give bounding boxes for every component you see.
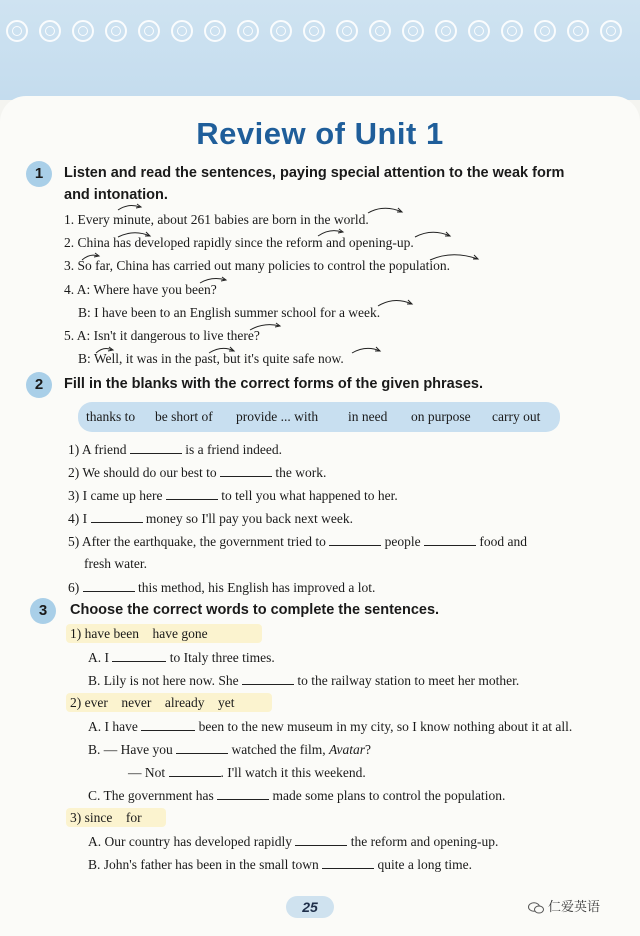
s2-item-2-text-a: 2) We should do our best to (68, 465, 217, 480)
s2-item-1 (68, 440, 282, 459)
section-1-number: 1 (26, 161, 52, 187)
arrow-fall (430, 255, 478, 260)
arrow-rise (82, 255, 98, 260)
blank[interactable] (112, 648, 166, 662)
text: — Not (128, 765, 166, 780)
blank[interactable] (169, 763, 221, 777)
blank[interactable] (83, 578, 135, 592)
s3-g3-item-b (88, 855, 472, 874)
s2-item-5-text-a: 5) After the earthquake, the government tried to (68, 534, 326, 549)
film-title: Avatar (328, 742, 365, 757)
s1-line-3: 3. So far, China has carried out many policies to control the population. (64, 258, 450, 273)
blank[interactable] (295, 832, 347, 846)
text: ? (364, 742, 371, 757)
intonation-arrows (0, 0, 640, 380)
text: A. I have (88, 719, 138, 734)
arrow-fall (378, 300, 412, 306)
blank[interactable] (91, 509, 143, 523)
s3-g3-item-a (88, 832, 498, 851)
s3-group-1-label: 1) have been have gone (70, 626, 208, 641)
s1-line-4: 4. A: Where have you been? (64, 282, 217, 297)
text: been to the new museum in my city, so I know nothing about it at all. (198, 719, 573, 734)
s2-item-3 (68, 486, 398, 505)
blank[interactable] (130, 440, 182, 454)
phrase-box (78, 402, 560, 432)
text: quite a long time. (377, 857, 472, 872)
phrase-4: in need (348, 409, 388, 424)
s2-item-6-text-a: 6) (68, 580, 80, 595)
s1-line-2: 2. China has developed rapidly since the reform and opening-up. (64, 235, 414, 250)
s2-item-4-text-b: money so I'll pay you back next week. (145, 511, 354, 526)
phrase-5: on purpose (411, 409, 471, 424)
text: watched the film, (231, 742, 326, 757)
section-3-heading: Choose the correct words to complete the sentences. (70, 602, 440, 618)
s2-item-5-text-c: food and (479, 534, 528, 549)
arrow-fall (415, 232, 450, 237)
text: made some plans to control the population. (272, 788, 506, 803)
blank[interactable] (176, 740, 228, 754)
blank[interactable] (141, 717, 195, 731)
section-3-number: 3 (30, 598, 56, 624)
s3-g2-item-c (88, 786, 505, 805)
section-1-heading-line1: Listen and read the sentences, paying special attention to the weak form (64, 165, 565, 181)
watermark (528, 896, 600, 915)
s2-item-3-text-b: to tell you what happened to her. (221, 488, 398, 503)
s2-item-5-text-b: people (384, 534, 421, 549)
s1-line-6: 5. A: Isn't it dangerous to live there? (64, 328, 260, 343)
arrow-fall (368, 208, 402, 213)
s3-g2-item-b-reply (128, 763, 366, 782)
watermark-text: 仁爱英语 (548, 900, 601, 915)
s2-item-6 (68, 578, 375, 597)
blank[interactable] (217, 786, 269, 800)
phrase-6: carry out (492, 409, 541, 424)
s2-item-4 (68, 509, 353, 528)
text: B. Lily is not here now. She (88, 673, 239, 688)
phrase-2: be short of (155, 409, 213, 424)
s3-g1-item-b (88, 671, 519, 690)
s2-item-5-cont: fresh water. (84, 556, 147, 571)
s1-line-7: B: Well, it was in the past, but it's quite safe now. (78, 351, 344, 366)
s2-item-3-text-a: 3) I came up here (68, 488, 163, 503)
blank[interactable] (166, 486, 218, 500)
s2-item-1-text-b: is a friend indeed. (185, 442, 282, 457)
chat-bubbles-icon (528, 902, 544, 914)
s2-item-5 (68, 532, 527, 551)
s1-line-1: 1. Every minute, about 261 babies are born in the world. (64, 212, 369, 227)
blank[interactable] (242, 671, 294, 685)
s3-group-3-label: 3) since for (70, 810, 142, 825)
s2-item-6-text-b: this method, his English has improved a lot. (138, 580, 376, 595)
blank[interactable] (322, 855, 374, 869)
section-1-heading-line2: and intonation. (64, 187, 168, 203)
text: B. — Have you (88, 742, 173, 757)
s3-g1-item-a (88, 648, 275, 667)
s1-line-5: B: I have been to an English summer school for a week. (78, 305, 381, 320)
s2-item-2 (68, 463, 326, 482)
blank[interactable] (424, 532, 476, 546)
text: to Italy three times. (169, 650, 275, 665)
s2-item-2-text-b: the work. (275, 465, 327, 480)
blank[interactable] (220, 463, 272, 477)
text: . I'll watch it this weekend. (220, 765, 366, 780)
page-title: Review of Unit 1 (196, 116, 444, 151)
s2-item-1-text-a: 1) A friend (68, 442, 127, 457)
phrase-1: thanks to (86, 409, 136, 424)
s3-g2-item-a (88, 717, 572, 736)
text: C. The government has (88, 788, 214, 803)
text: A. Our country has developed rapidly (88, 834, 292, 849)
page-number: 25 (286, 896, 334, 918)
text: B. John's father has been in the small town (88, 857, 319, 872)
section-2-heading: Fill in the blanks with the correct forms of the given phrases. (64, 376, 483, 392)
s2-item-4-text-a: 4) I (68, 511, 88, 526)
s3-group-2-label: 2) ever never already yet (70, 695, 235, 710)
text: the reform and opening-up. (350, 834, 499, 849)
text: A. I (88, 650, 109, 665)
s3-g2-item-b (88, 740, 371, 759)
blank[interactable] (329, 532, 381, 546)
phrase-3: provide ... with (236, 409, 319, 424)
text: to the railway station to meet her mother. (297, 673, 520, 688)
section-2-number: 2 (26, 372, 52, 398)
